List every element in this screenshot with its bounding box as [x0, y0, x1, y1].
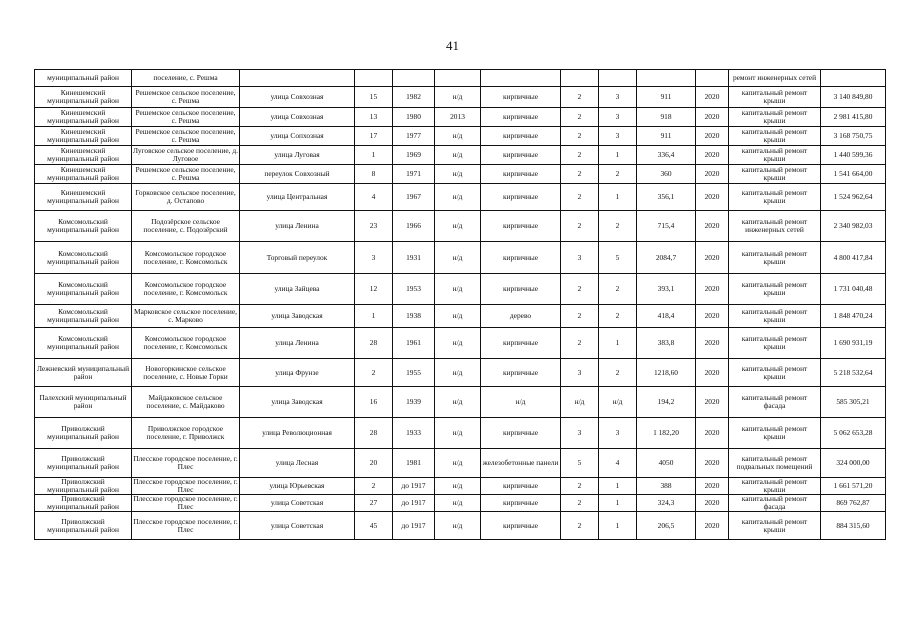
cell-year: 1931 — [393, 242, 435, 274]
cell-plan-year: 2020 — [696, 211, 729, 242]
cell-entrances: 3 — [599, 418, 637, 449]
cell-repair-year: н/д — [435, 359, 481, 387]
cell-street — [240, 70, 355, 87]
cell-cost: 1 848 470,24 — [821, 305, 886, 328]
cell-street: улица Заводская — [240, 387, 355, 418]
cell-settlement: Решемское сельское поселение, с. Решма — [132, 87, 240, 108]
cell-settlement: Плесское городское поселение, г. Плес — [133, 494, 238, 511]
table-row — [35, 274, 886, 305]
cell-floors: 2 — [561, 478, 599, 495]
cell-year: 1966 — [393, 211, 435, 242]
cell-floors: 2 — [561, 211, 599, 242]
cell-floors: 2 — [561, 184, 599, 211]
table-row — [35, 165, 886, 184]
cell-cost: 2 340 982,03 — [821, 211, 886, 242]
cell-district: Лежневский муниципальный район — [35, 359, 132, 387]
cell-floors: 2 — [561, 305, 599, 328]
cell-floors: 2 — [561, 108, 599, 127]
cell-material: кирпичные — [481, 478, 561, 495]
cell-material: н/д — [481, 387, 561, 418]
cell-area: 393,1 — [637, 274, 696, 305]
cell-floors: 3 — [561, 359, 599, 387]
cell-entrances: 1 — [599, 495, 637, 512]
cell-settlement: Марковское сельское поселение, с. Марково — [132, 305, 240, 328]
cell-street: улица Советская — [240, 512, 355, 540]
cell-settlement: Комсомольское городское поселение, г. Комсомольск — [132, 328, 240, 359]
cell-area: 388 — [637, 478, 696, 495]
cell-year: 1938 — [393, 305, 435, 328]
cell-material: кирпичные — [481, 328, 561, 359]
cell-work: капитальный ремонт крыши — [729, 359, 821, 387]
cell-settlement: Луговское сельское поселение, д. Луговое — [133, 146, 238, 163]
cell-entrances: 1 — [599, 146, 637, 165]
cell-year: 1969 — [393, 146, 435, 165]
cell-plan-year: 2020 — [696, 478, 729, 495]
cell-street: Торговый переулок — [240, 242, 355, 274]
cell-street: улица Луговая — [240, 146, 355, 165]
cell-work: ремонт инженерных сетей — [729, 70, 821, 87]
cell-repair-year: 2013 — [435, 108, 481, 127]
cell-area: 336,4 — [637, 146, 696, 165]
cell-settlement: Комсомольское городское поселение, г. Комсомольск — [132, 274, 240, 305]
cell-street: улица Ленина — [240, 211, 355, 242]
cell-cost: 869 762,87 — [821, 495, 886, 512]
cell-repair-year: н/д — [435, 449, 481, 478]
cell-area: 418,4 — [637, 305, 696, 328]
cell-year: до 1917 — [393, 478, 435, 495]
cell-material: кирпичные — [481, 359, 561, 387]
cell-year: 1980 — [393, 108, 435, 127]
cell-settlement: Плесское городское поселение, г. Плес — [132, 512, 240, 540]
cell-num: 27 — [355, 495, 393, 512]
cell-settlement: Решемское сельское поселение, с. Решма — [132, 108, 240, 127]
cell-material: кирпичные — [481, 108, 561, 127]
cell-year: 1977 — [393, 127, 435, 146]
cell-area: 715,4 — [637, 211, 696, 242]
cell-material: кирпичные — [481, 127, 561, 146]
cell-district: Приволжский муниципальный район — [35, 478, 132, 495]
cell-street: улица Совхозная — [240, 87, 355, 108]
cell-area: 911 — [637, 127, 696, 146]
table-row — [35, 87, 886, 108]
cell-cost: 1 524 962,64 — [821, 184, 886, 211]
cell-repair-year: н/д — [435, 418, 481, 449]
cell-repair-year: н/д — [435, 184, 481, 211]
cell-district: Кинешемский муниципальный район — [35, 184, 132, 211]
cell-work: капитальный ремонт крыши — [729, 305, 821, 328]
cell-plan-year: 2020 — [696, 108, 729, 127]
cell-street: улица Зайцева — [240, 274, 355, 305]
cell-num: 15 — [355, 87, 393, 108]
cell-num: 17 — [355, 127, 393, 146]
cell-material: дерево — [481, 305, 561, 328]
cell-repair-year: н/д — [435, 87, 481, 108]
cell-work: капитальный ремонт крыши — [729, 146, 821, 165]
cell-area: 383,8 — [637, 328, 696, 359]
cell-material: кирпичные — [481, 274, 561, 305]
cell-area: 4050 — [637, 449, 696, 478]
cell-num: 28 — [355, 328, 393, 359]
cell-district: Кинешемский муниципальный район — [35, 87, 132, 108]
cell-work: капитальный ремонт крыши — [729, 184, 821, 211]
cell-entrances: 2 — [599, 165, 637, 184]
cell-street: улица Ленина — [240, 328, 355, 359]
cell-district: Комсомольский муниципальный район — [35, 305, 132, 328]
cell-floors: 3 — [561, 242, 599, 274]
table-row — [35, 328, 886, 359]
cell-floors: 2 — [561, 274, 599, 305]
cell-street: улица Фрунзе — [240, 359, 355, 387]
cell-num: 3 — [355, 242, 393, 274]
cell-num: 8 — [355, 165, 393, 184]
cell-material: кирпичные — [481, 87, 561, 108]
cell-area: 206,5 — [637, 512, 696, 540]
cell-plan-year: 2020 — [696, 359, 729, 387]
table-row — [35, 418, 886, 449]
table-row — [35, 146, 886, 165]
cell-plan-year: 2020 — [696, 87, 729, 108]
table-row — [35, 108, 886, 127]
cell-cost: 1 731 040,48 — [821, 274, 886, 305]
cell-plan-year: 2020 — [696, 495, 729, 512]
cell-area: 911 — [637, 87, 696, 108]
cell-street: улица Заводская — [240, 305, 355, 328]
cell-area — [637, 70, 696, 87]
cell-area: 1 182,20 — [637, 418, 696, 449]
cell-district: Кинешемский муниципальный район — [35, 146, 132, 165]
cell-settlement: Подозёрское сельское поселение, с. Подозёрский — [132, 211, 240, 242]
cell-cost: 2 981 415,80 — [821, 108, 886, 127]
cell-cost: 3 168 750,75 — [821, 127, 886, 146]
cell-plan-year: 2020 — [696, 418, 729, 449]
cell-floors — [561, 70, 599, 87]
cell-settlement: Решемское сельское поселение, с. Решма — [132, 165, 240, 184]
cell-material: кирпичные — [481, 242, 561, 274]
cell-work: капитальный ремонт крыши — [729, 418, 821, 449]
cell-district: Кинешемский муниципальный район — [35, 165, 132, 184]
cell-repair-year: н/д — [435, 512, 481, 540]
cell-cost: 324 000,00 — [821, 449, 886, 478]
cell-num: 13 — [355, 108, 393, 127]
cell-num: 20 — [355, 449, 393, 478]
cell-entrances: 2 — [599, 359, 637, 387]
cell-material: кирпичные — [481, 165, 561, 184]
cell-floors: 2 — [561, 146, 599, 165]
cell-plan-year: 2020 — [696, 242, 729, 274]
cell-plan-year: 2020 — [696, 305, 729, 328]
cell-district: Комсомольский муниципальный район — [35, 211, 132, 242]
cell-street: улица Лесная — [240, 449, 355, 478]
cell-settlement: Горковское сельское поселение, д. Остапово — [132, 184, 240, 211]
cell-cost: 1 661 571,20 — [821, 478, 886, 495]
cell-entrances: 3 — [599, 127, 637, 146]
cell-area: 324,3 — [637, 495, 696, 512]
cell-plan-year: 2020 — [696, 184, 729, 211]
cell-entrances: 3 — [599, 108, 637, 127]
cell-year: до 1917 — [393, 495, 435, 512]
cell-floors: 2 — [561, 495, 599, 512]
cell-year: 1955 — [393, 359, 435, 387]
cell-year: до 1917 — [393, 512, 435, 540]
cell-num: 2 — [355, 478, 393, 495]
cell-num: 45 — [355, 512, 393, 540]
cell-floors: н/д — [561, 387, 599, 418]
cell-entrances: 1 — [599, 478, 637, 495]
cell-work: капитальный ремонт крыши — [729, 478, 821, 495]
table-row — [35, 387, 886, 418]
cell-num: 16 — [355, 387, 393, 418]
cell-material: кирпичные — [481, 211, 561, 242]
cell-repair-year: н/д — [435, 274, 481, 305]
cell-repair-year: н/д — [435, 478, 481, 495]
cell-num: 12 — [355, 274, 393, 305]
table-row — [35, 478, 886, 495]
cell-area: 1218,60 — [637, 359, 696, 387]
cell-plan-year: 2020 — [696, 127, 729, 146]
cell-num: 2 — [355, 359, 393, 387]
cell-floors: 2 — [561, 512, 599, 540]
cell-repair-year: н/д — [435, 146, 481, 165]
table-row — [35, 184, 886, 211]
housing-repair-table — [34, 69, 886, 540]
cell-district: Приволжский муниципальный район — [35, 449, 132, 478]
table-row — [35, 512, 886, 540]
cell-plan-year: 2020 — [696, 387, 729, 418]
cell-settlement: поселение, с. Решма — [132, 70, 240, 87]
cell-settlement: Решемское сельское поселение, с. Решма — [132, 127, 240, 146]
cell-year: 1971 — [393, 165, 435, 184]
cell-material — [481, 70, 561, 87]
cell-material: кирпичные — [481, 418, 561, 449]
table-row — [35, 359, 886, 387]
cell-cost: 884 315,60 — [821, 512, 886, 540]
table-row — [35, 70, 886, 87]
cell-material: железобетонные панели — [481, 449, 561, 478]
cell-settlement: Приволжское городское поселение, г. Приволжск — [132, 418, 240, 449]
cell-floors: 5 — [561, 449, 599, 478]
cell-work: капитальный ремонт крыши — [729, 242, 821, 274]
cell-district: Комсомольский муниципальный район — [35, 242, 132, 274]
cell-work: капитальный ремонт подвальных помещений — [729, 449, 821, 478]
cell-num: 23 — [355, 211, 393, 242]
cell-year: 1981 — [393, 449, 435, 478]
cell-area: 356,1 — [637, 184, 696, 211]
cell-material: кирпичные — [481, 146, 561, 165]
cell-street: улица Сопхозная — [240, 127, 355, 146]
cell-work: капитальный ремонт крыши — [729, 512, 821, 540]
cell-area: 194,2 — [637, 387, 696, 418]
cell-entrances: 5 — [599, 242, 637, 274]
cell-district: Палехский муниципальный район — [35, 387, 132, 418]
cell-work: капитальный ремонт инженерных сетей — [729, 211, 821, 242]
cell-material: кирпичные — [481, 184, 561, 211]
cell-entrances: 1 — [599, 328, 637, 359]
cell-street: улица Центральная — [240, 184, 355, 211]
cell-entrances: 1 — [599, 184, 637, 211]
cell-num: 4 — [355, 184, 393, 211]
cell-work: капитальный ремонт фасада — [729, 387, 821, 418]
cell-plan-year: 2020 — [696, 146, 729, 165]
cell-cost: 5 062 653,28 — [821, 418, 886, 449]
cell-material: кирпичные — [481, 495, 561, 512]
cell-entrances: н/д — [599, 387, 637, 418]
cell-district: Приволжский муниципальный район — [35, 418, 132, 449]
cell-floors: 2 — [561, 127, 599, 146]
cell-work: капитальный ремонт крыши — [729, 87, 821, 108]
cell-street: улица Советская — [240, 495, 355, 512]
cell-district: Комсомольский муниципальный район — [35, 328, 132, 359]
cell-district: Кинешемский муниципальный район — [35, 127, 132, 146]
page-number: 41 — [446, 38, 459, 53]
cell-district: Приволжский муниципальный район — [35, 512, 132, 540]
cell-work: капитальный ремонт крыши — [729, 127, 821, 146]
cell-repair-year: н/д — [435, 305, 481, 328]
cell-entrances — [599, 70, 637, 87]
cell-work: капитальный ремонт крыши — [729, 328, 821, 359]
cell-year: 1953 — [393, 274, 435, 305]
cell-entrances: 2 — [599, 274, 637, 305]
cell-plan-year — [696, 70, 729, 87]
cell-district: Кинешемский муниципальный район — [35, 108, 132, 127]
cell-repair-year: н/д — [435, 211, 481, 242]
cell-entrances: 1 — [599, 512, 637, 540]
cell-area: 2084,7 — [637, 242, 696, 274]
table-row — [35, 495, 886, 512]
cell-repair-year: н/д — [435, 165, 481, 184]
cell-street: улица Совхозная — [240, 108, 355, 127]
cell-district: Комсомольский муниципальный район — [35, 274, 132, 305]
cell-plan-year: 2020 — [696, 449, 729, 478]
table-row — [35, 305, 886, 328]
cell-entrances: 3 — [599, 87, 637, 108]
cell-repair-year: н/д — [435, 242, 481, 274]
cell-district: Приволжский муниципальный район — [35, 495, 132, 512]
cell-year: 1967 — [393, 184, 435, 211]
cell-num: 28 — [355, 418, 393, 449]
cell-num: 1 — [355, 146, 393, 165]
cell-settlement: Плесское городское поселение, г. Плес — [133, 477, 238, 494]
cell-num — [355, 70, 393, 87]
cell-entrances: 4 — [599, 449, 637, 478]
cell-settlement: Новогоркинское сельское поселение, с. Новые Горки — [132, 359, 240, 387]
cell-floors: 2 — [561, 165, 599, 184]
cell-cost: 5 218 532,64 — [821, 359, 886, 387]
cell-material: кирпичные — [481, 512, 561, 540]
cell-year: 1939 — [393, 387, 435, 418]
cell-street: переулок Совхозный — [240, 165, 355, 184]
cell-repair-year: н/д — [435, 328, 481, 359]
cell-settlement: Майдаковское сельское поселение, с. Майдаково — [132, 387, 240, 418]
cell-year — [393, 70, 435, 87]
cell-cost: 1 440 599,36 — [821, 146, 886, 165]
cell-repair-year — [435, 70, 481, 87]
cell-floors: 2 — [561, 87, 599, 108]
cell-plan-year: 2020 — [696, 512, 729, 540]
cell-work: капитальный ремонт крыши — [729, 274, 821, 305]
cell-year: 1982 — [393, 87, 435, 108]
cell-repair-year: н/д — [435, 495, 481, 512]
cell-area: 918 — [637, 108, 696, 127]
cell-cost: 585 305,21 — [821, 387, 886, 418]
cell-floors: 2 — [561, 328, 599, 359]
cell-plan-year: 2020 — [696, 274, 729, 305]
cell-work: капитальный ремонт крыши — [729, 108, 821, 127]
cell-cost: 3 140 849,80 — [821, 87, 886, 108]
cell-plan-year: 2020 — [696, 165, 729, 184]
cell-entrances: 2 — [599, 305, 637, 328]
cell-entrances: 2 — [599, 211, 637, 242]
table-row — [35, 127, 886, 146]
cell-district: муниципальный район — [35, 70, 132, 87]
cell-area: 360 — [637, 165, 696, 184]
cell-repair-year: н/д — [435, 387, 481, 418]
cell-year: 1933 — [393, 418, 435, 449]
cell-street: улица Юрьевская — [240, 478, 355, 495]
cell-cost — [821, 70, 886, 87]
cell-work: капитальный ремонт крыши — [729, 165, 821, 184]
cell-cost: 1 690 931,19 — [821, 328, 886, 359]
table-row — [35, 242, 886, 274]
cell-repair-year: н/д — [435, 127, 481, 146]
cell-plan-year: 2020 — [696, 328, 729, 359]
cell-work: капитальный ремонт фасада — [729, 495, 821, 512]
cell-cost: 1 541 664,00 — [821, 165, 886, 184]
cell-settlement: Комсомольское городское поселение, г. Комсомольск — [132, 242, 240, 274]
cell-year: 1961 — [393, 328, 435, 359]
cell-floors: 3 — [561, 418, 599, 449]
table-row — [35, 211, 886, 242]
cell-cost: 4 800 417,84 — [821, 242, 886, 274]
table-row — [35, 449, 886, 478]
cell-street: улица Революционная — [240, 418, 355, 449]
cell-num: 1 — [355, 305, 393, 328]
cell-settlement: Плесское городское поселение, г. Плес — [132, 449, 240, 478]
